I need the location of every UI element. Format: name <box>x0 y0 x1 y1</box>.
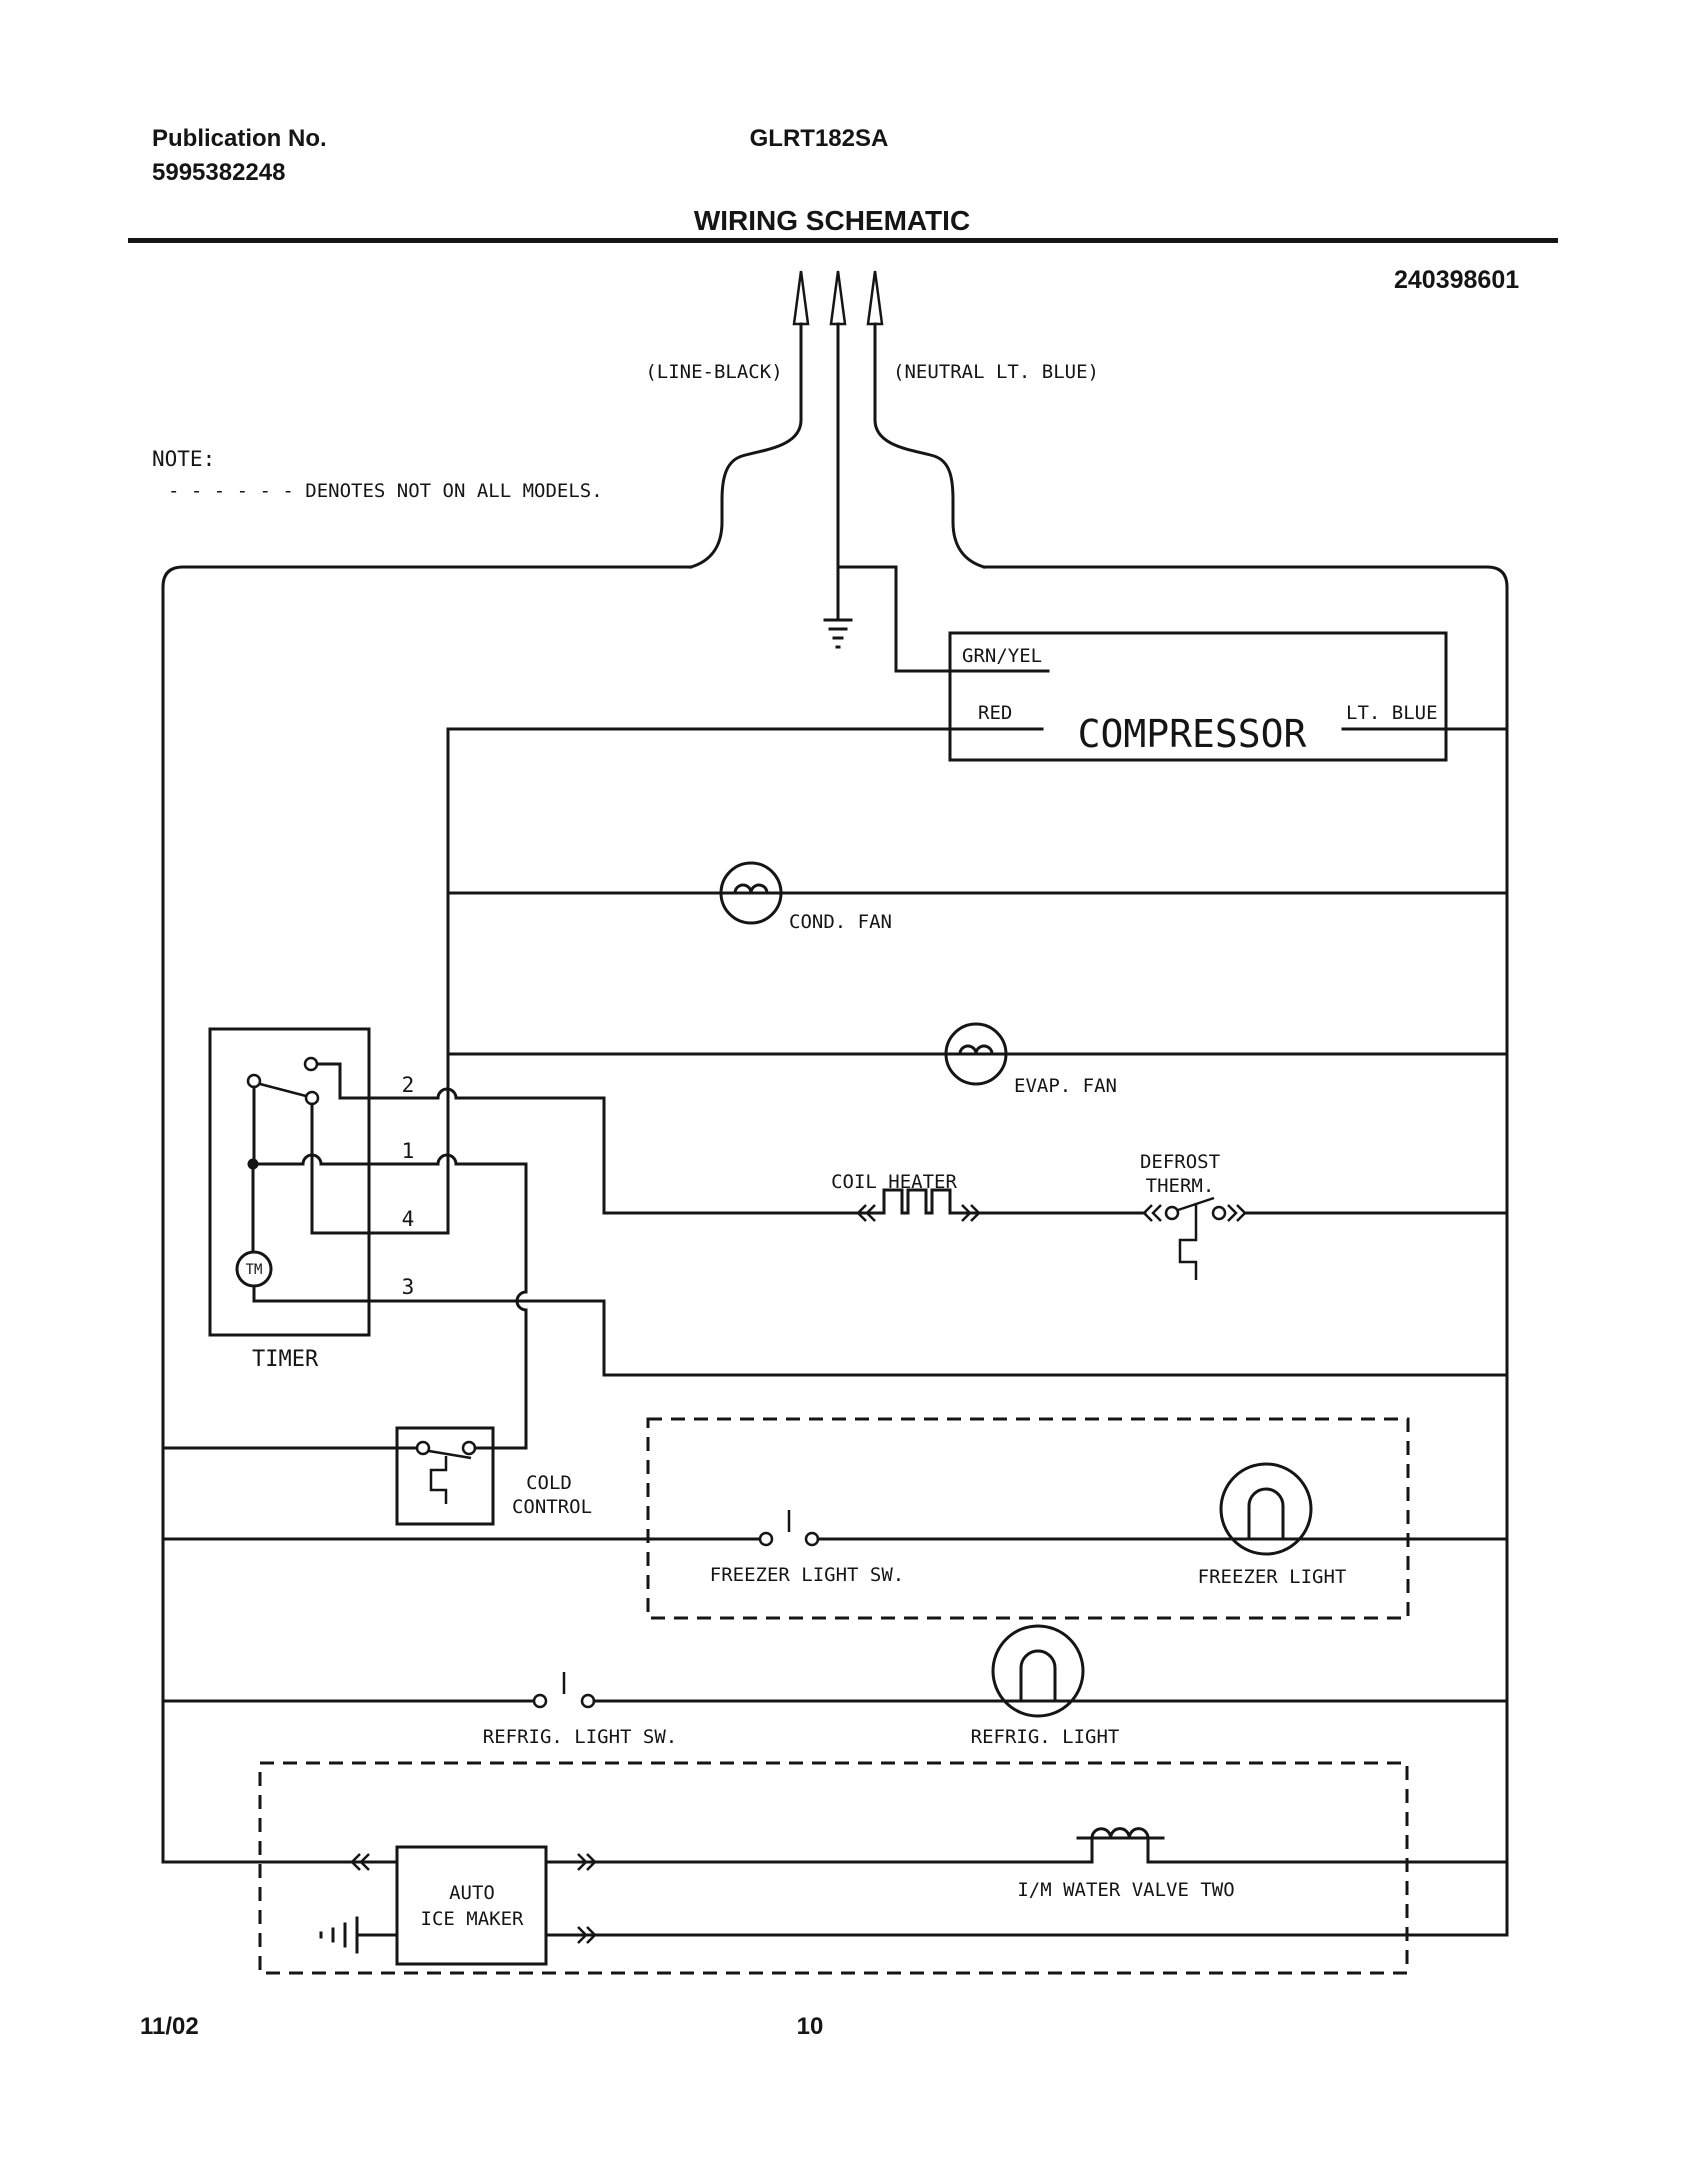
cold-control <box>163 1428 592 1524</box>
part-number: 240398601 <box>1394 266 1520 294</box>
circuit-frame <box>163 567 1507 1935</box>
freezer-light-sw-label: FREEZER LIGHT SW. <box>709 1564 905 1586</box>
timer-terminal1-number: 1 <box>401 1139 415 1163</box>
ice-maker-circuit <box>163 1763 1507 1973</box>
connector-chevrons-left-icon <box>1144 1205 1161 1221</box>
title-rule <box>128 238 1558 243</box>
line-black-label: (LINE-BLACK) <box>645 361 783 383</box>
cold-control-box <box>397 1428 493 1524</box>
water-valve-wire <box>546 1838 1507 1862</box>
compressor-label: COMPRESSOR <box>1077 712 1307 756</box>
cond-fan-label: COND. FAN <box>789 911 892 933</box>
ice-maker-label-1: AUTO <box>449 1882 495 1904</box>
defrost-therm-label-2: THERM. <box>1145 1175 1215 1197</box>
coil-heater-label: COIL HEATER <box>831 1171 957 1193</box>
timer-pivot-icon <box>248 1075 260 1087</box>
water-valve-label: I/M WATER VALVE TWO <box>1017 1879 1235 1901</box>
water-valve-coil-icon <box>1078 1829 1163 1838</box>
timer-motor-label: TM <box>245 1262 263 1278</box>
chassis-ground-icon <box>321 1918 397 1952</box>
cold-control-terminal <box>417 1442 429 1454</box>
neutral-arrow-icon <box>868 271 882 324</box>
timer-label: TIMER <box>252 1347 319 1372</box>
freezer-switch-terminal <box>806 1533 818 1545</box>
coil-heater <box>604 1171 1145 1221</box>
timer-line3-wire <box>254 1286 1507 1375</box>
neutral-label: (NEUTRAL LT. BLUE) <box>893 361 1099 383</box>
refrig-switch-terminal <box>534 1695 546 1707</box>
freezer-light-label: FREEZER LIGHT <box>1197 1566 1347 1588</box>
timer-motor-feed <box>253 1087 254 1252</box>
heater-element-icon <box>877 1190 957 1213</box>
model-number: GLRT182SA <box>749 125 889 152</box>
cold-control-label-2: CONTROL <box>511 1496 593 1518</box>
footer <box>140 2013 823 2040</box>
refrig-light-circuit <box>163 1626 1507 1748</box>
defrost-therm-label-1: DEFROST <box>1139 1151 1221 1173</box>
timer-terminal4-number: 4 <box>401 1207 415 1231</box>
cold-control-label-1: COLD <box>526 1472 572 1494</box>
page-title: WIRING SCHEMATIC <box>693 205 971 236</box>
connector-chevrons-right-icon <box>1228 1205 1245 1221</box>
publication-number: 5995382248 <box>152 159 286 186</box>
defrost-thermostat <box>1140 1151 1507 1280</box>
timer-switch-blade <box>260 1084 306 1096</box>
evap-fan <box>448 1024 1507 1097</box>
compressor <box>448 633 1507 760</box>
defrost-timer <box>210 1029 1507 1448</box>
note-dash-text: - - - - - - DENOTES NOT ON ALL MODELS. <box>168 480 603 502</box>
freezer-switch-terminal <box>760 1533 772 1545</box>
power-entry <box>645 271 1099 671</box>
refrig-light-sw-label: REFRIG. LIGHT SW. <box>482 1726 678 1748</box>
line-arrow-icon <box>794 271 808 324</box>
timer-contact4-icon <box>306 1092 318 1104</box>
note-heading: NOTE: <box>152 447 216 471</box>
timer-terminal2-number: 2 <box>401 1073 415 1097</box>
ice-maker-label-2: ICE MAKER <box>420 1908 524 1930</box>
compressor-ltblue-label: LT. BLUE <box>1346 702 1438 724</box>
earth-ground-icon <box>825 620 851 647</box>
bimetal-sensor-icon <box>1180 1204 1196 1280</box>
ice-maker-box <box>397 1847 546 1964</box>
timer-line4-wire <box>312 1104 448 1233</box>
ground-arrow-icon <box>831 271 845 324</box>
publication-label: Publication No. <box>152 125 327 152</box>
compressor-red-label: RED <box>978 702 1013 724</box>
cond-fan <box>448 863 1507 933</box>
compressor-grnyel-label: GRN/YEL <box>962 645 1043 667</box>
header <box>128 125 1558 294</box>
footer-page-number: 10 <box>796 2013 824 2040</box>
optional-dashed-box <box>260 1763 1407 1973</box>
timer-terminal3-number: 3 <box>401 1275 415 1299</box>
bellows-sensor-icon <box>431 1456 446 1504</box>
refrig-light-label: REFRIG. LIGHT <box>970 1726 1120 1748</box>
note-block <box>152 447 603 502</box>
cold-control-terminal <box>463 1442 475 1454</box>
defrost-therm-terminal <box>1213 1207 1225 1219</box>
evap-fan-label: EVAP. FAN <box>1014 1075 1117 1097</box>
footer-date: 11/02 <box>140 2013 199 2040</box>
timer-contact2-icon <box>305 1058 317 1070</box>
timer-box <box>210 1029 369 1335</box>
refrig-switch-terminal <box>582 1695 594 1707</box>
timer-line2-wire <box>317 1064 604 1213</box>
defrost-therm-terminal <box>1166 1207 1178 1219</box>
